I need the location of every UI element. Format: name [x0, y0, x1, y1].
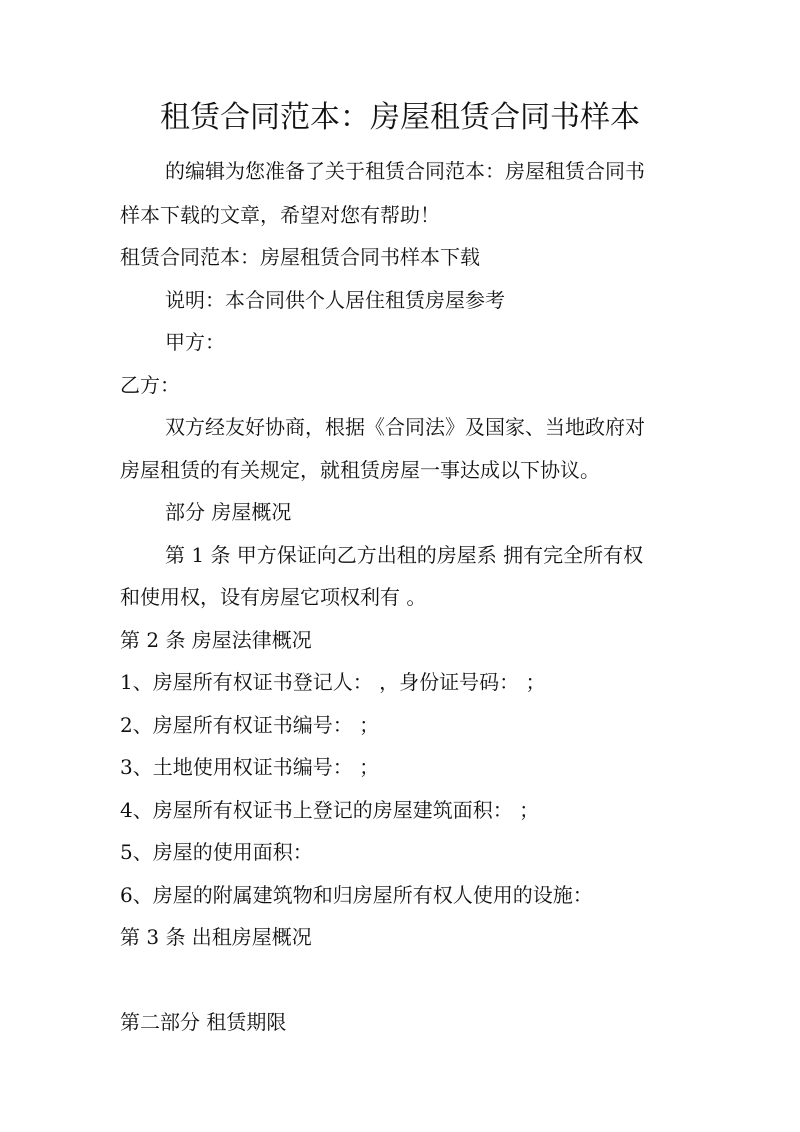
paragraph-line: 的编辑为您准备了关于租赁合同范本：房屋租赁合同书 — [165, 159, 645, 183]
document-title: 租赁合同范本：房屋租赁合同书样本 — [160, 100, 640, 135]
article-heading: 第 2 条 房屋法律概况 — [120, 628, 312, 652]
paragraph-line: 双方经友好协商，根据《合同法》及国家、当地政府对 — [165, 415, 645, 439]
paragraph-line: 说明：本合同供个人居住租赁房屋参考 — [165, 288, 505, 312]
list-item: 6、房屋的附属建筑物和归房屋所有权人使用的设施： — [120, 883, 593, 907]
list-item: 2、房屋所有权证书编号： ； — [120, 713, 380, 737]
section-heading: 第二部分 租赁期限 — [120, 1010, 287, 1034]
paragraph-line: 和使用权，设有房屋它项权利有 。 — [120, 585, 427, 609]
list-item: 3、土地使用权证书编号： ； — [120, 755, 380, 779]
paragraph-line: 租赁合同范本：房屋租赁合同书样本下载 — [120, 245, 480, 269]
section-heading: 部分 房屋概况 — [165, 500, 292, 524]
paragraph-line: 第 1 条 甲方保证向乙方出租的房屋系 拥有完全所有权 — [165, 543, 644, 567]
paragraph-line: 房屋租赁的有关规定，就租赁房屋一事达成以下协议。 — [120, 458, 600, 482]
paragraph-line: 甲方： — [165, 330, 225, 354]
list-item: 1、房屋所有权证书登记人： ，身份证号码： ； — [120, 670, 546, 694]
paragraph-line: 样本下载的文章，希望对您有帮助！ — [120, 203, 440, 227]
list-item: 5、房屋的使用面积： — [120, 840, 313, 864]
paragraph-line: 乙方： — [120, 373, 180, 397]
list-item: 4、房屋所有权证书上登记的房屋建筑面积： ； — [120, 798, 540, 822]
article-heading: 第 3 条 出租房屋概况 — [120, 925, 312, 949]
